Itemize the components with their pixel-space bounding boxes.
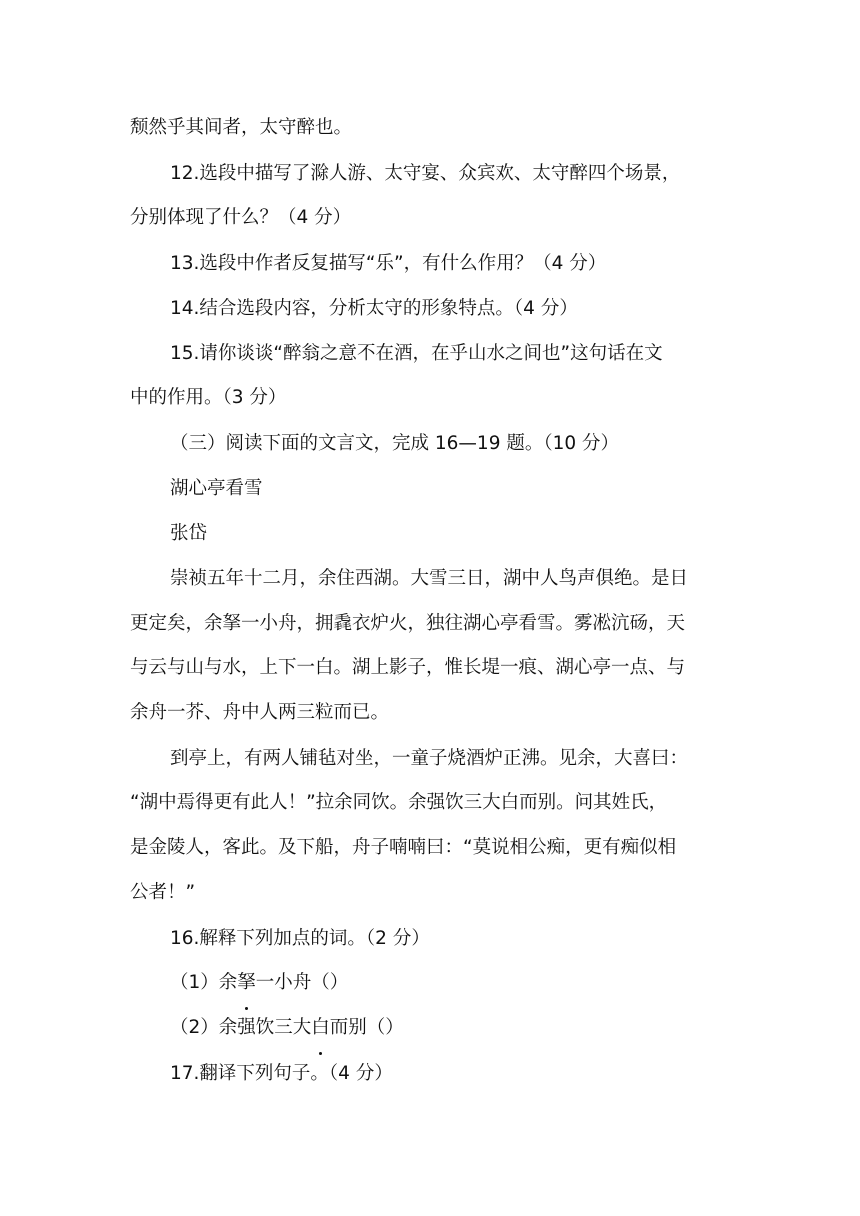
line-1: 颓然乎其间者，太守醉也。	[130, 117, 353, 138]
question-12-line-1: 12.选段中描写了滁人游、太守宴、众宾欢、太守醉四个场景，	[170, 163, 681, 184]
dotted-char-1: 拏	[237, 960, 256, 1006]
passage-title: 湖心亭看雪	[170, 478, 263, 499]
passage-line-1: 崇祯五年十二月，余住西湖。大雪三日，湖中人鸟声俱绝。是日	[170, 568, 689, 589]
item1-suffix: 一小舟（）	[255, 972, 349, 993]
question-14: 14.结合选段内容，分析太守的形象特点。（4 分）	[170, 298, 578, 319]
item2-suffix: 而别（）	[329, 1017, 404, 1038]
question-15-line-2: 中的作用。（3 分）	[130, 387, 287, 408]
passage-author: 张岱	[170, 523, 208, 544]
question-16-item-1	[170, 960, 348, 1006]
passage-line-4: 余舟一芥、舟中人两三粒而已。	[130, 702, 390, 723]
question-16-item-2	[170, 1005, 404, 1051]
passage-line-2: 更定矣，余拏一小舟，拥毳衣炉火，独往湖心亭看雪。雾凇沆砀，天	[130, 613, 686, 634]
passage-line-5: 到亭上，有两人铺毡对坐，一童子烧酒炉正沸。见余，大喜曰：	[170, 748, 689, 769]
question-12-line-2: 分别体现了什么？（4 分）	[130, 207, 352, 228]
question-16: 16.解释下列加点的词。（2 分）	[170, 928, 430, 949]
passage-line-7: 是金陵人，客此。及下船，舟子喃喃曰：“莫说相公痴，更有痴似相	[130, 837, 677, 858]
question-17: 17.翻译下列句子。（4 分）	[170, 1063, 393, 1084]
question-15-line-1: 15.请你谈谈“醉翁之意不在酒，在乎山水之间也”这句话在文	[170, 343, 663, 364]
item1-prefix: （1）余	[170, 972, 238, 993]
passage-line-8: 公者！”	[130, 882, 196, 903]
passage-line-3: 与云与山与水，上下一白。湖上影子，惟长堤一痕、湖心亭一点、与	[130, 657, 686, 678]
item2-prefix: （2）余强饮三大	[170, 1017, 312, 1038]
passage-line-6: “湖中焉得更有此人！”拉余同饮。余强饮三大白而别。问其姓氏，	[130, 792, 668, 813]
dotted-char-2: 白	[311, 1005, 330, 1051]
section-three-heading: （三）阅读下面的文言文，完成 16—19 题。（10 分）	[170, 433, 620, 454]
question-13: 13.选段中作者反复描写“乐”，有什么作用？（4 分）	[170, 253, 607, 274]
